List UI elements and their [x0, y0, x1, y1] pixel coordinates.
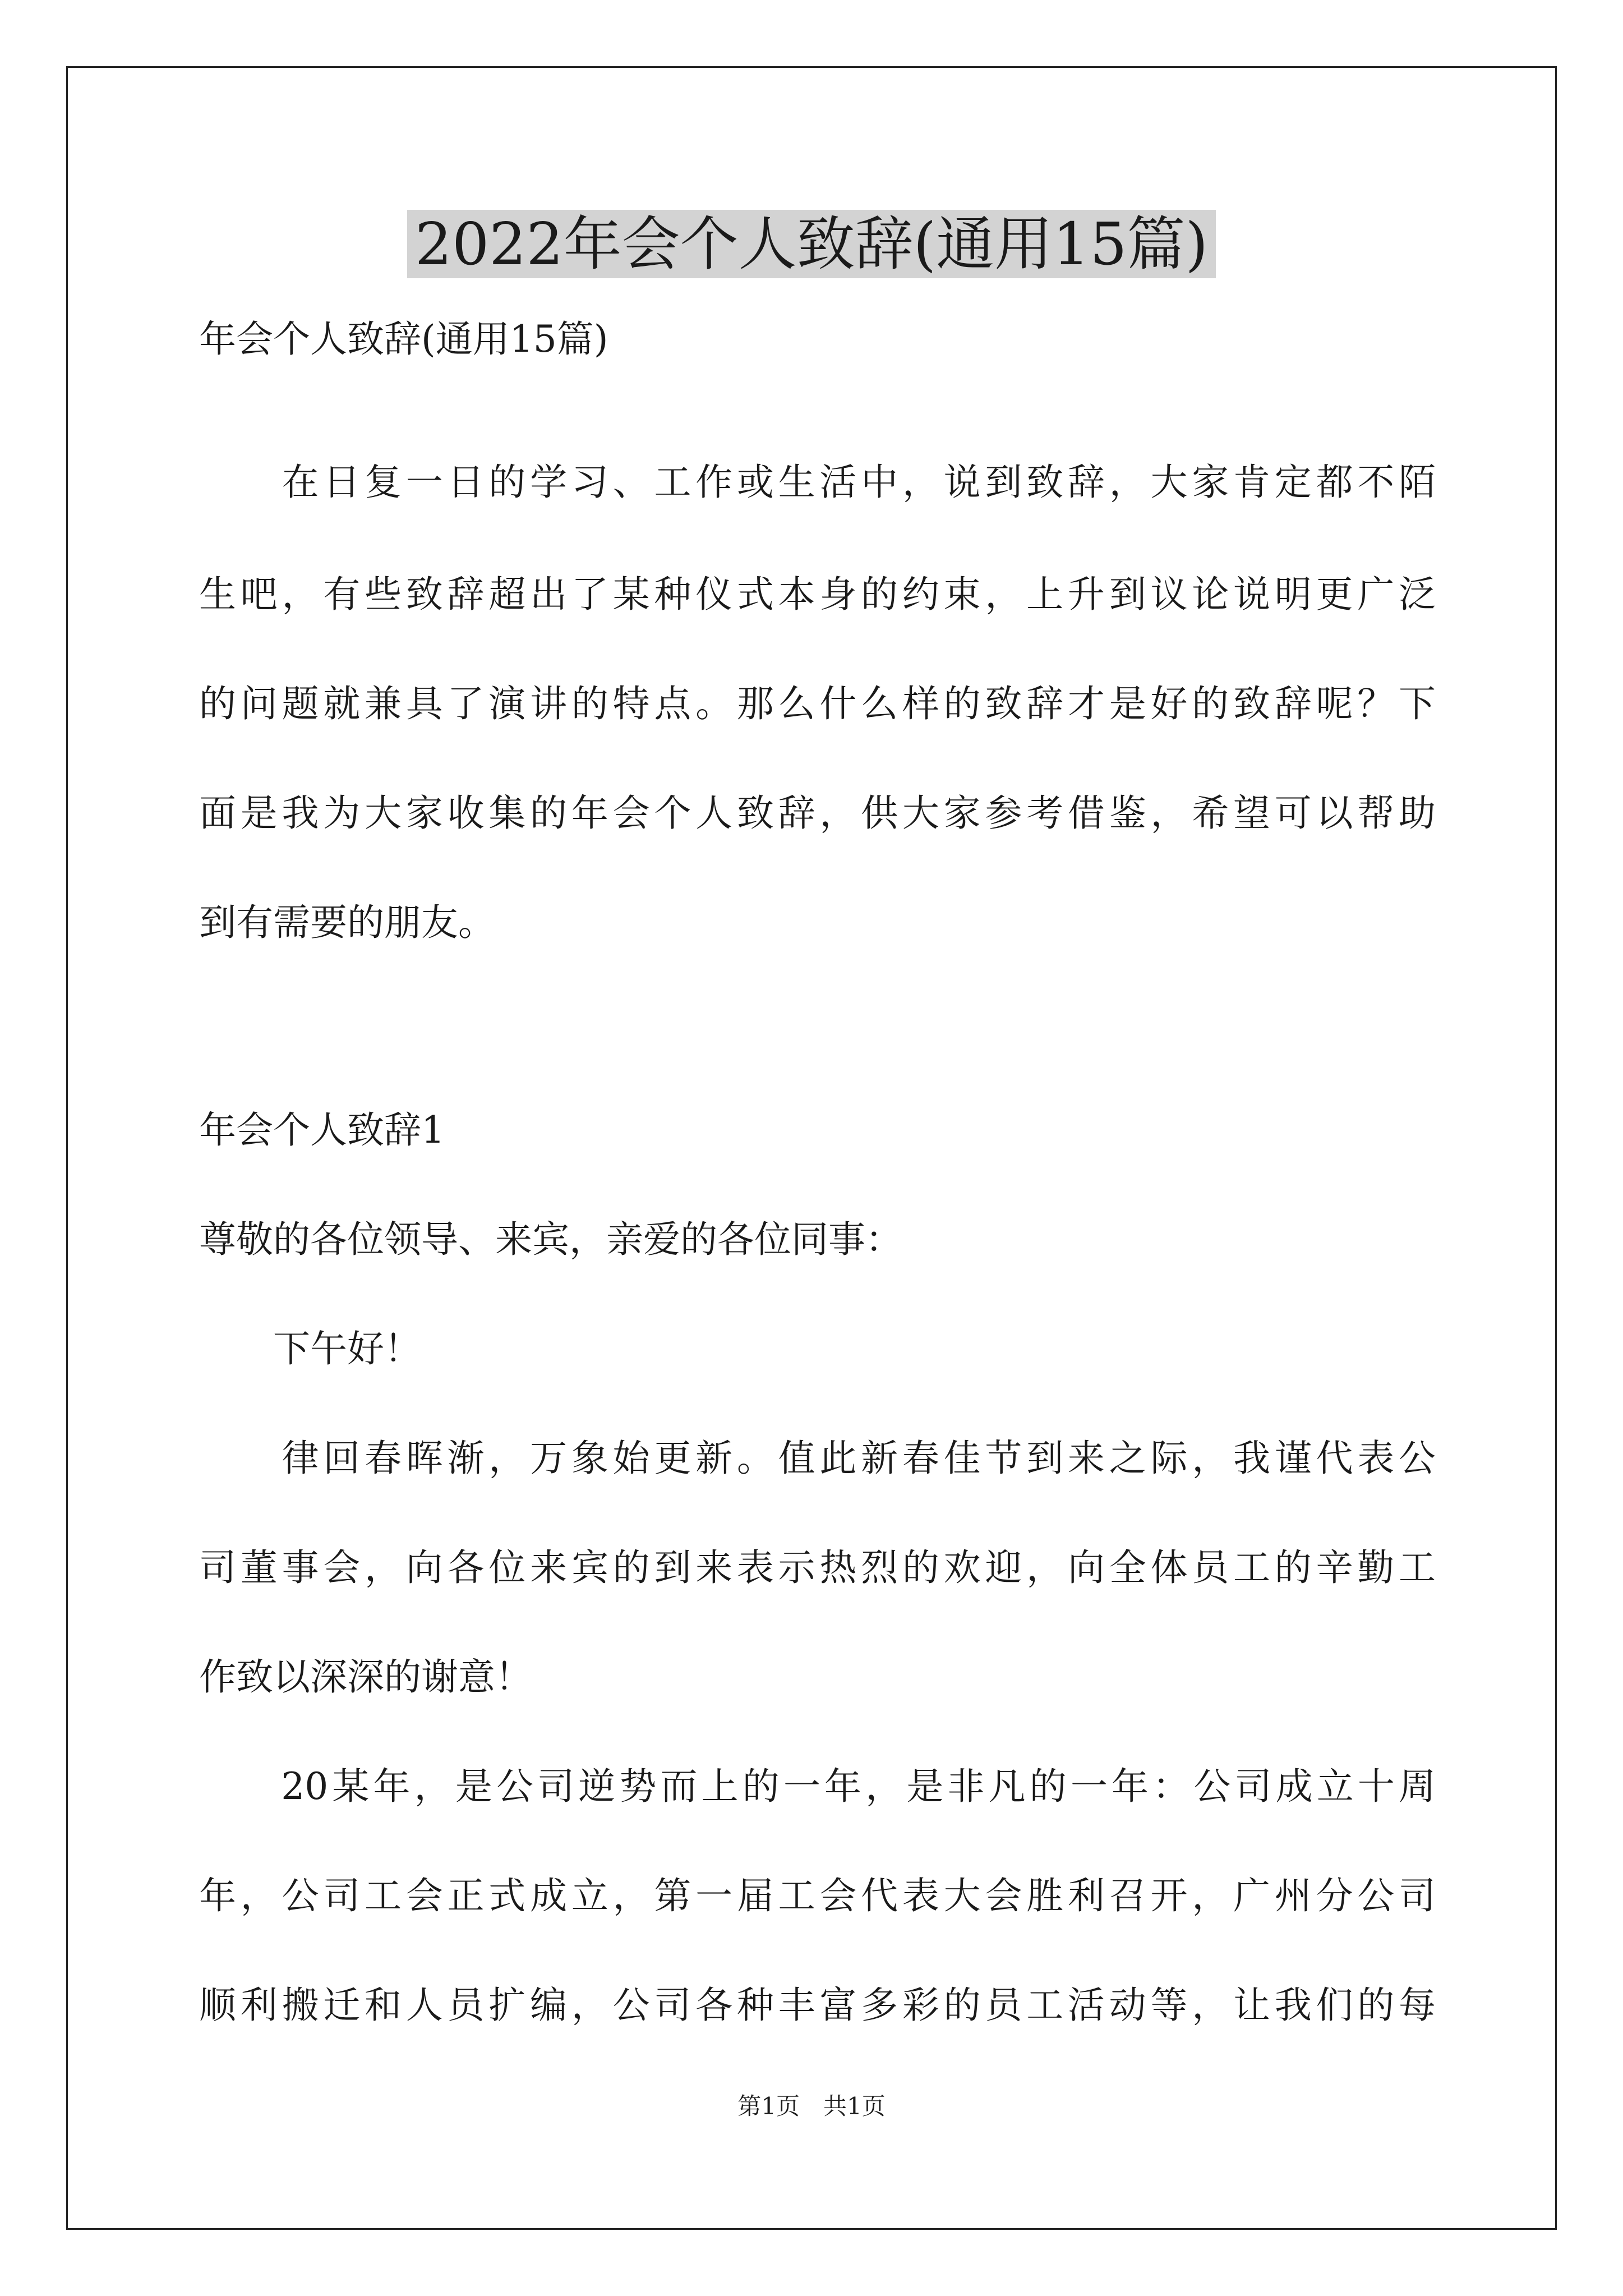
paragraph-line: 顺利搬迁和人员扩编，公司各种丰富多彩的员工活动等，让我们的每: [199, 1984, 1436, 2027]
document-subtitle: 年会个人致辞(通用15篇): [199, 318, 608, 361]
intro-line: 到有需要的朋友。: [199, 901, 495, 944]
greeting: 下午好！: [199, 1327, 421, 1370]
intro-line: 在日复一日的学习、工作或生活中，说到致辞，大家肯定都不陌: [199, 461, 1436, 504]
paragraph-line: 律回春晖渐，万象始更新。值此新春佳节到来之际，我谨代表公: [199, 1437, 1436, 1480]
salutation: 尊敬的各位领导、来宾，亲爱的各位同事：: [199, 1218, 902, 1261]
intro-line: 面是我为大家收集的年会个人致辞，供大家参考借鉴，希望可以帮助: [199, 792, 1436, 835]
title-highlight: 2022年会个人致辞(通用15篇): [407, 210, 1216, 278]
document-title: [0, 208, 1623, 280]
page-number: 第1页 共1页: [737, 2092, 886, 2120]
paragraph-line: 20某年，是公司逆势而上的一年，是非凡的一年：公司成立十周: [199, 1765, 1436, 1808]
intro-line: 生吧，有些致辞超出了某种仪式本身的约束，上升到议论说明更广泛: [199, 573, 1436, 616]
intro-line: 的问题就兼具了演讲的特点。那么什么样的致辞才是好的致辞呢？下: [199, 682, 1436, 725]
paragraph-line: 年，公司工会正式成立，第一届工会代表大会胜利召开，广州分公司: [199, 1874, 1436, 1917]
section-heading: 年会个人致辞1: [199, 1108, 445, 1152]
paragraph-line: 作致以深深的谢意！: [199, 1655, 532, 1699]
paragraph-line: 司董事会，向各位来宾的到来表示热烈的欢迎，向全体员工的辛勤工: [199, 1546, 1436, 1589]
